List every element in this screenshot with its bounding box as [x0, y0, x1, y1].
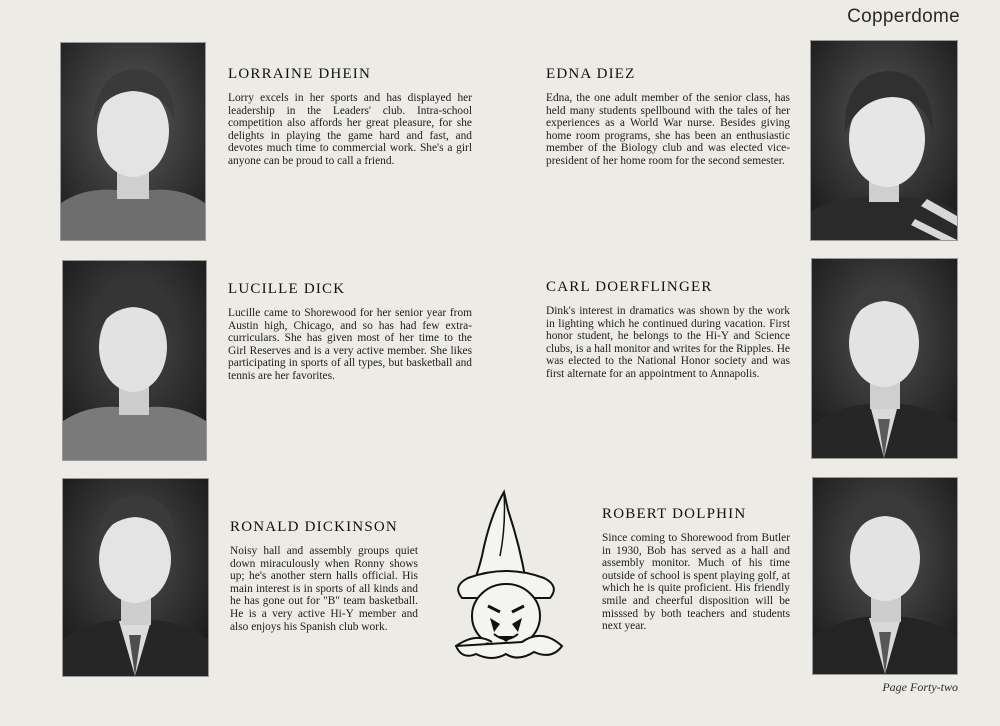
- student-name: RONALD DICKINSON: [230, 519, 398, 535]
- student-name: ROBERT DOLPHIN: [602, 506, 747, 522]
- portrait-robert-dolphin: [812, 477, 958, 675]
- page-number: Page Forty-two: [882, 680, 958, 694]
- portrait-lorraine-dhein: [60, 42, 206, 241]
- student-name: LUCILLE DICK: [228, 281, 346, 297]
- bio-lorraine-dhein: [228, 66, 472, 168]
- bio-robert-dolphin: [602, 506, 790, 633]
- bio-lucille-dick: [228, 281, 472, 383]
- student-bio: Dink's interest in dramatics was shown by the work in lighting which he continued during vacation. First honor student, he belongs to the Hi-Y and Science clubs, is a hall monitor and writes for the Ripples. He was elected to the National Honor society and was first alternate for an appointment to Annapolis.: [546, 305, 790, 380]
- bio-carl-doerflinger: [546, 279, 790, 381]
- portrait-edna-diez: [810, 40, 958, 241]
- portrait-ronald-dickinson: [62, 478, 209, 677]
- student-name: EDNA DIEZ: [546, 66, 636, 82]
- portrait-carl-doerflinger: [811, 258, 958, 459]
- student-bio: Noisy hall and assembly groups quiet down miraculously when Ronny shows up; he's another stern halls official. His main interest is in sports of all kinds and he has gone out for "B" team basketball. He is a very active Hi-Y member and also enjoys his Spanish club work.: [230, 545, 418, 633]
- bio-ronald-dickinson: [230, 519, 418, 633]
- bio-edna-diez: [546, 66, 790, 168]
- student-name: LORRAINE DHEIN: [228, 66, 372, 82]
- portrait-lucille-dick: [62, 260, 207, 461]
- student-bio: Lorry excels in her sports and has displayed her leadership in the Leaders' club. Intra-school competition also affords her great pleasure, for she delights in playing the game hard and fast, and devotes much time to commercial work. She's a girl anyone can be proud to call a friend.: [228, 92, 472, 167]
- student-bio: Lucille came to Shorewood for her senior year from Austin high, Chicago, and so has had few extra-curriculars. She has given most of her time to the Girl Reserves and is a very active member. She likes participating in sports of all types, but basketball and tennis are her favorites.: [228, 307, 472, 382]
- jester-mascot-illustration: [448, 486, 566, 664]
- student-bio: Since coming to Shorewood from Butler in 1930, Bob has served as a hall and assembly monitor. Much of his time outside of school is spent playing golf, at which he is quite proficient. His friendly smile and cheerful disposition will be misssed by both teachers and students next year.: [602, 532, 790, 633]
- page-header: Copperdome: [847, 6, 960, 27]
- student-bio: Edna, the one adult member of the senior class, has held many students spellbound with the tales of her experiences as a World War nurse. Besides giving home room programs, she has been an enthusiastic member of the Biology club and was elected vice-president of her home room for the second semester.: [546, 92, 790, 167]
- student-name: CARL DOERFLINGER: [546, 279, 713, 295]
